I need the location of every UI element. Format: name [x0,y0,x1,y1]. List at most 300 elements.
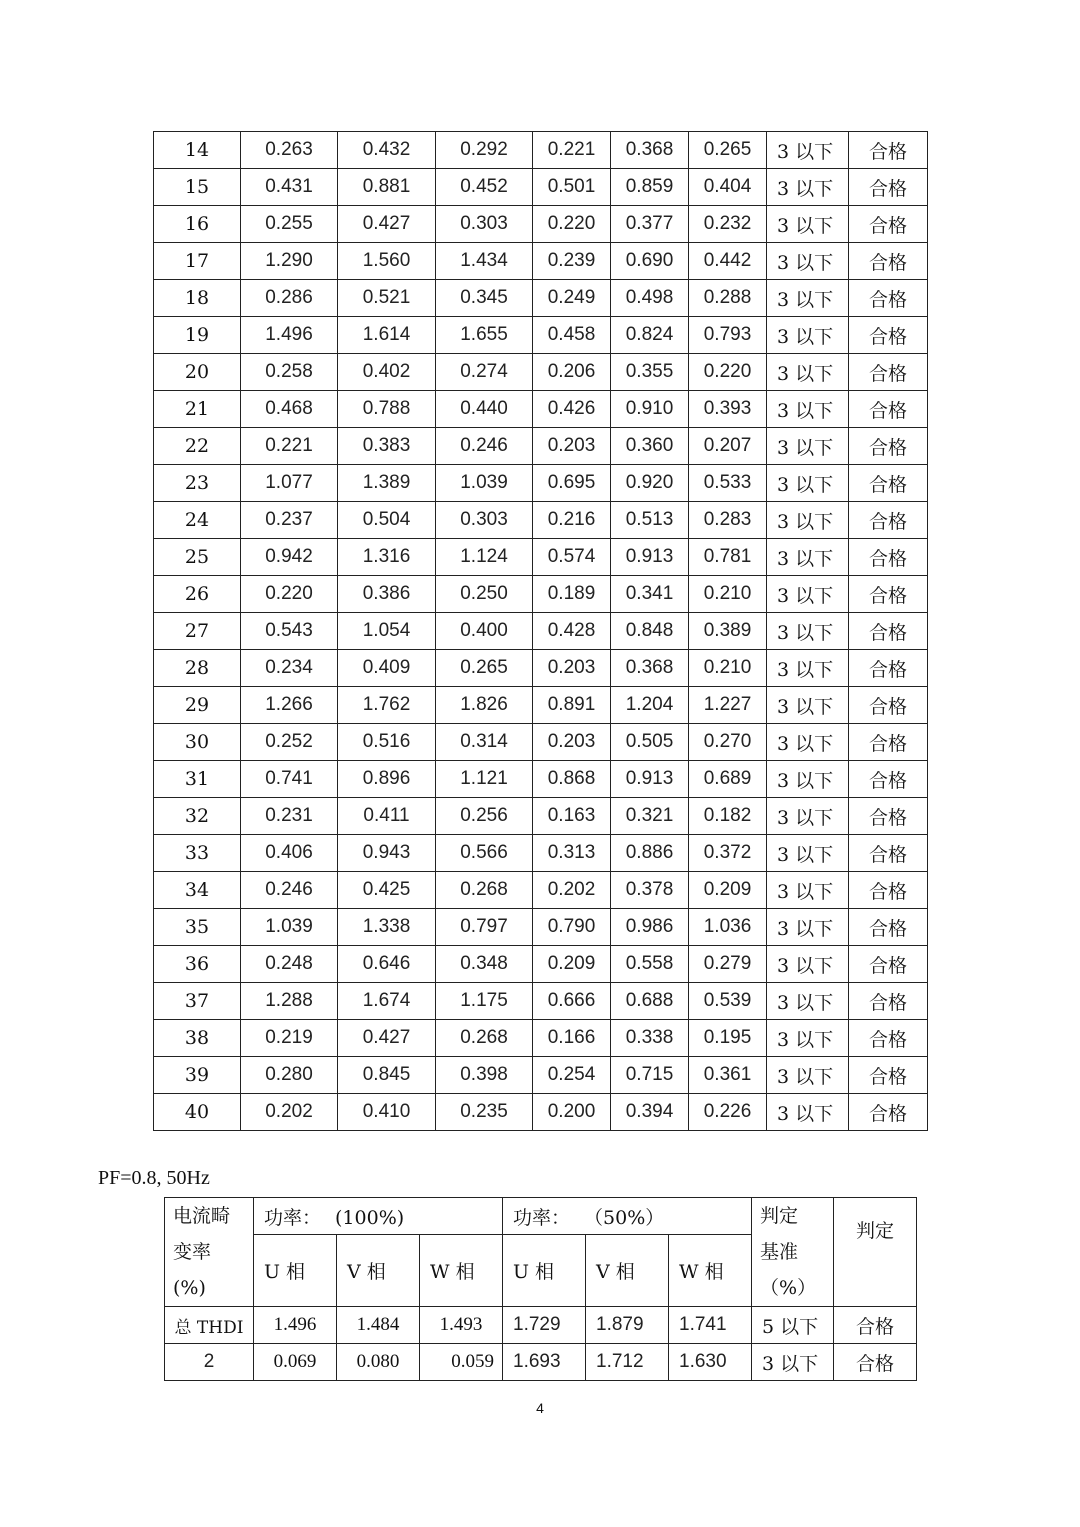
value-cell: 0.286 [241,280,338,317]
value-cell: 0.256 [436,798,533,835]
table-row [154,132,928,169]
value-cell: 0.715 [611,1057,689,1094]
value-cell: 0.210 [689,576,767,613]
harmonic-order-cell: 39 [154,1057,241,1094]
table-row [154,539,928,576]
value-cell: 0.442 [689,243,767,280]
value-cell: 0.440 [436,391,533,428]
value-cell: 1.496 [241,317,338,354]
value-cell: 0.274 [436,354,533,391]
value-cell: 1.290 [241,243,338,280]
harmonic-distortion-table [153,131,928,1131]
phase-v-100: V 相 [337,1235,420,1307]
value-cell: 0.788 [338,391,436,428]
value-cell: 1.077 [241,465,338,502]
table-row [154,761,928,798]
value-cell: 0.646 [338,946,436,983]
value-cell: 0.824 [611,317,689,354]
value-cell: 0.666 [533,983,611,1020]
table-row [154,391,928,428]
harmonic-order-cell: 38 [154,1020,241,1057]
criterion-label-line1: 判定 [760,1205,799,1227]
value-cell: 0.400 [436,613,533,650]
result-cell: 合格 [849,502,928,539]
harmonic-order-cell: 30 [154,724,241,761]
value-cell: 0.313 [533,835,611,872]
table-row [154,206,928,243]
table-row [154,428,928,465]
value-cell: 0.848 [611,613,689,650]
value-cell: 0.209 [533,946,611,983]
value-cell: 0.377 [611,206,689,243]
table-row [154,169,928,206]
harmonic-order-cell: 17 [154,243,241,280]
value-cell: 0.221 [241,428,338,465]
value-cell: 0.793 [689,317,767,354]
table-row [154,465,928,502]
result-cell: 合格 [849,687,928,724]
criterion-cell: 5 以下 [752,1307,834,1344]
value-cell: 0.566 [436,835,533,872]
pf-row-total-thdi [165,1307,917,1344]
value-cell: 0.314 [436,724,533,761]
value-cell: 1.288 [241,983,338,1020]
result-cell: 合格 [849,761,928,798]
criterion-cell: 3 以下 [767,502,849,539]
judgement-header: 判定 [834,1198,917,1307]
value-cell: 0.428 [533,613,611,650]
table-row [154,243,928,280]
page-number: 4 [536,1400,544,1416]
value-cell: 1.560 [338,243,436,280]
row-name: 总 THDI [165,1307,254,1344]
value-cell: 0.910 [611,391,689,428]
result-cell: 合格 [849,983,928,1020]
phase-u-50: U 相 [503,1235,586,1307]
value-cell: 0.216 [533,502,611,539]
value-cell: 0.689 [689,761,767,798]
value-cell: 0.220 [689,354,767,391]
harmonic-order-cell: 25 [154,539,241,576]
pf-summary-table [164,1197,917,1381]
value-cell: 1.175 [436,983,533,1020]
value-cell: 0.252 [241,724,338,761]
table-row [154,1020,928,1057]
harmonic-order-cell: 16 [154,206,241,243]
value-cell: 0.248 [241,946,338,983]
result-cell: 合格 [849,539,928,576]
value-cell: 0.235 [436,1094,533,1131]
value-cell: 0.868 [533,761,611,798]
value-cell: 0.080 [337,1344,420,1381]
value-cell: 1.729 [503,1307,586,1344]
criterion-cell: 3 以下 [767,132,849,169]
criterion-cell: 3 以下 [767,354,849,391]
value-cell: 0.368 [611,650,689,687]
harmonic-order-cell: 23 [154,465,241,502]
power-50-value: （50%） [584,1206,665,1229]
harmonic-order-cell: 24 [154,502,241,539]
value-cell: 0.268 [436,872,533,909]
value-cell: 0.226 [689,1094,767,1131]
harmonic-order-cell: 27 [154,613,241,650]
criterion-cell: 3 以下 [767,613,849,650]
value-cell: 0.432 [338,132,436,169]
value-cell: 0.283 [689,502,767,539]
pf-row-harmonic-2 [165,1344,917,1381]
result-cell: 合格 [849,354,928,391]
table-row [154,835,928,872]
value-cell: 0.303 [436,502,533,539]
result-cell: 合格 [849,909,928,946]
value-cell: 1.496 [254,1307,337,1344]
distortion-label-line1: 电流畸 [173,1205,231,1227]
result-cell: 合格 [849,613,928,650]
value-cell: 0.845 [338,1057,436,1094]
value-cell: 0.504 [338,502,436,539]
harmonic-order-cell: 32 [154,798,241,835]
value-cell: 1.712 [586,1344,669,1381]
result-cell: 合格 [849,872,928,909]
criterion-cell: 3 以下 [767,391,849,428]
result-cell: 合格 [834,1307,917,1344]
table-row [154,354,928,391]
result-cell: 合格 [849,428,928,465]
harmonic-order-cell: 18 [154,280,241,317]
value-cell: 0.210 [689,650,767,687]
value-cell: 0.246 [436,428,533,465]
value-cell: 0.558 [611,946,689,983]
table-row [154,909,928,946]
value-cell: 0.303 [436,206,533,243]
value-cell: 1.762 [338,687,436,724]
criterion-label-line2: 基准 [760,1241,799,1263]
criterion-cell: 3 以下 [767,1057,849,1094]
result-cell: 合格 [849,206,928,243]
value-cell: 0.859 [611,169,689,206]
value-cell: 0.239 [533,243,611,280]
value-cell: 0.942 [241,539,338,576]
value-cell: 0.249 [533,280,611,317]
value-cell: 0.498 [611,280,689,317]
criterion-cell: 3 以下 [767,1020,849,1057]
value-cell: 0.505 [611,724,689,761]
value-cell: 0.409 [338,650,436,687]
value-cell: 1.741 [669,1307,752,1344]
value-cell: 1.266 [241,687,338,724]
criterion-header [752,1198,834,1307]
value-cell: 1.484 [337,1307,420,1344]
table-row [154,1057,928,1094]
value-cell: 0.258 [241,354,338,391]
phase-w-100: W 相 [420,1235,503,1307]
harmonic-order-cell: 31 [154,761,241,798]
value-cell: 0.383 [338,428,436,465]
value-cell: 0.203 [533,724,611,761]
value-cell: 0.263 [241,132,338,169]
distortion-rate-header [165,1198,254,1307]
value-cell: 1.630 [669,1344,752,1381]
criterion-cell: 3 以下 [767,909,849,946]
value-cell: 0.943 [338,835,436,872]
pf-header-row-1 [165,1198,917,1235]
value-cell: 0.468 [241,391,338,428]
power-100-label: 功率： [264,1206,322,1229]
criterion-cell: 3 以下 [767,206,849,243]
harmonic-order-cell: 29 [154,687,241,724]
value-cell: 0.393 [689,391,767,428]
value-cell: 0.182 [689,798,767,835]
value-cell: 0.389 [689,613,767,650]
result-cell: 合格 [849,650,928,687]
value-cell: 0.797 [436,909,533,946]
value-cell: 1.338 [338,909,436,946]
result-cell: 合格 [849,243,928,280]
criterion-cell: 3 以下 [767,280,849,317]
distortion-label-line3: (%) [173,1277,206,1299]
table-row [154,502,928,539]
result-cell: 合格 [849,317,928,354]
criterion-cell: 3 以下 [767,724,849,761]
value-cell: 0.232 [689,206,767,243]
value-cell: 1.316 [338,539,436,576]
value-cell: 0.219 [241,1020,338,1057]
criterion-cell: 3 以下 [767,798,849,835]
table-row [154,1094,928,1131]
value-cell: 0.265 [436,650,533,687]
table-row [154,687,928,724]
value-cell: 1.674 [338,983,436,1020]
table-row [154,983,928,1020]
value-cell: 0.166 [533,1020,611,1057]
harmonic-table-body [154,132,928,1131]
criterion-cell: 3 以下 [767,428,849,465]
value-cell: 0.348 [436,946,533,983]
value-cell: 0.402 [338,354,436,391]
value-cell: 0.533 [689,465,767,502]
harmonic-order-cell: 20 [154,354,241,391]
criterion-cell: 3 以下 [767,872,849,909]
value-cell: 0.202 [241,1094,338,1131]
value-cell: 0.255 [241,206,338,243]
result-cell: 合格 [849,1057,928,1094]
value-cell: 0.378 [611,872,689,909]
value-cell: 0.781 [689,539,767,576]
result-cell: 合格 [849,280,928,317]
criterion-cell: 3 以下 [752,1344,834,1381]
value-cell: 0.209 [689,872,767,909]
value-cell: 1.054 [338,613,436,650]
value-cell: 0.254 [533,1057,611,1094]
result-cell: 合格 [849,132,928,169]
table-row [154,576,928,613]
table-row [154,280,928,317]
result-cell: 合格 [849,946,928,983]
result-cell: 合格 [849,576,928,613]
value-cell: 0.539 [689,983,767,1020]
value-cell: 0.292 [436,132,533,169]
criterion-cell: 3 以下 [767,835,849,872]
value-cell: 1.204 [611,687,689,724]
criterion-cell: 3 以下 [767,650,849,687]
result-cell: 合格 [849,465,928,502]
result-cell: 合格 [849,169,928,206]
harmonic-order-cell: 35 [154,909,241,946]
value-cell: 0.189 [533,576,611,613]
value-cell: 0.398 [436,1057,533,1094]
harmonic-order-cell: 34 [154,872,241,909]
value-cell: 0.427 [338,206,436,243]
value-cell: 0.265 [689,132,767,169]
value-cell: 0.394 [611,1094,689,1131]
value-cell: 1.389 [338,465,436,502]
value-cell: 0.341 [611,576,689,613]
value-cell: 0.237 [241,502,338,539]
value-cell: 0.913 [611,761,689,798]
value-cell: 0.220 [241,576,338,613]
criterion-cell: 3 以下 [767,946,849,983]
harmonic-order-cell: 37 [154,983,241,1020]
table-row [154,798,928,835]
criterion-cell: 3 以下 [767,169,849,206]
result-cell: 合格 [849,724,928,761]
value-cell: 0.279 [689,946,767,983]
result-cell: 合格 [849,835,928,872]
value-cell: 1.493 [420,1307,503,1344]
value-cell: 0.059 [420,1344,503,1381]
harmonic-order-cell: 19 [154,317,241,354]
value-cell: 1.434 [436,243,533,280]
criterion-cell: 3 以下 [767,761,849,798]
value-cell: 0.913 [611,539,689,576]
value-cell: 0.521 [338,280,436,317]
power-50-label: 功率： [513,1206,571,1229]
value-cell: 1.655 [436,317,533,354]
value-cell: 0.195 [689,1020,767,1057]
value-cell: 0.404 [689,169,767,206]
harmonic-order-cell: 21 [154,391,241,428]
value-cell: 0.203 [533,650,611,687]
value-cell: 0.355 [611,354,689,391]
value-cell: 0.069 [254,1344,337,1381]
phase-v-50: V 相 [586,1235,669,1307]
value-cell: 1.124 [436,539,533,576]
criterion-cell: 3 以下 [767,576,849,613]
value-cell: 0.368 [611,132,689,169]
value-cell: 0.426 [533,391,611,428]
value-cell: 0.231 [241,798,338,835]
value-cell: 0.200 [533,1094,611,1131]
table-row [154,317,928,354]
value-cell: 1.227 [689,687,767,724]
phase-u-100: U 相 [254,1235,337,1307]
value-cell: 0.501 [533,169,611,206]
value-cell: 0.986 [611,909,689,946]
value-cell: 0.406 [241,835,338,872]
value-cell: 1.039 [436,465,533,502]
table-row [154,872,928,909]
result-cell: 合格 [849,1094,928,1131]
harmonic-order-cell: 22 [154,428,241,465]
value-cell: 0.881 [338,169,436,206]
criterion-cell: 3 以下 [767,465,849,502]
value-cell: 1.826 [436,687,533,724]
value-cell: 0.234 [241,650,338,687]
value-cell: 1.039 [241,909,338,946]
value-cell: 0.452 [436,169,533,206]
value-cell: 0.458 [533,317,611,354]
value-cell: 0.410 [338,1094,436,1131]
value-cell: 0.280 [241,1057,338,1094]
value-cell: 1.036 [689,909,767,946]
value-cell: 0.203 [533,428,611,465]
value-cell: 0.207 [689,428,767,465]
value-cell: 0.543 [241,613,338,650]
value-cell: 0.345 [436,280,533,317]
power-50-header [503,1198,752,1235]
value-cell: 0.790 [533,909,611,946]
harmonic-order-cell: 28 [154,650,241,687]
value-cell: 1.614 [338,317,436,354]
criterion-cell: 3 以下 [767,539,849,576]
value-cell: 1.121 [436,761,533,798]
value-cell: 0.695 [533,465,611,502]
harmonic-order-cell: 33 [154,835,241,872]
distortion-label-line2: 变率 [173,1241,212,1263]
result-cell: 合格 [849,1020,928,1057]
value-cell: 0.202 [533,872,611,909]
value-cell: 0.220 [533,206,611,243]
phase-w-50: W 相 [669,1235,752,1307]
table-row [154,946,928,983]
value-cell: 0.163 [533,798,611,835]
value-cell: 0.206 [533,354,611,391]
row-name: 2 [165,1344,254,1381]
value-cell: 0.516 [338,724,436,761]
value-cell: 0.372 [689,835,767,872]
value-cell: 0.268 [436,1020,533,1057]
value-cell: 0.574 [533,539,611,576]
power-100-header [254,1198,503,1235]
criterion-cell: 3 以下 [767,687,849,724]
value-cell: 0.425 [338,872,436,909]
value-cell: 0.920 [611,465,689,502]
table-row [154,650,928,687]
result-cell: 合格 [849,391,928,428]
value-cell: 0.250 [436,576,533,613]
value-cell: 0.321 [611,798,689,835]
harmonic-order-cell: 36 [154,946,241,983]
value-cell: 0.688 [611,983,689,1020]
value-cell: 0.270 [689,724,767,761]
value-cell: 0.431 [241,169,338,206]
harmonic-order-cell: 40 [154,1094,241,1131]
value-cell: 1.879 [586,1307,669,1344]
value-cell: 0.361 [689,1057,767,1094]
table-row [154,613,928,650]
result-cell: 合格 [834,1344,917,1381]
value-cell: 0.221 [533,132,611,169]
value-cell: 0.690 [611,243,689,280]
criterion-cell: 3 以下 [767,983,849,1020]
table-row [154,724,928,761]
criterion-cell: 3 以下 [767,317,849,354]
criterion-label-line3: （%） [760,1277,817,1299]
harmonic-order-cell: 15 [154,169,241,206]
harmonic-order-cell: 26 [154,576,241,613]
criterion-cell: 3 以下 [767,1094,849,1131]
value-cell: 0.288 [689,280,767,317]
